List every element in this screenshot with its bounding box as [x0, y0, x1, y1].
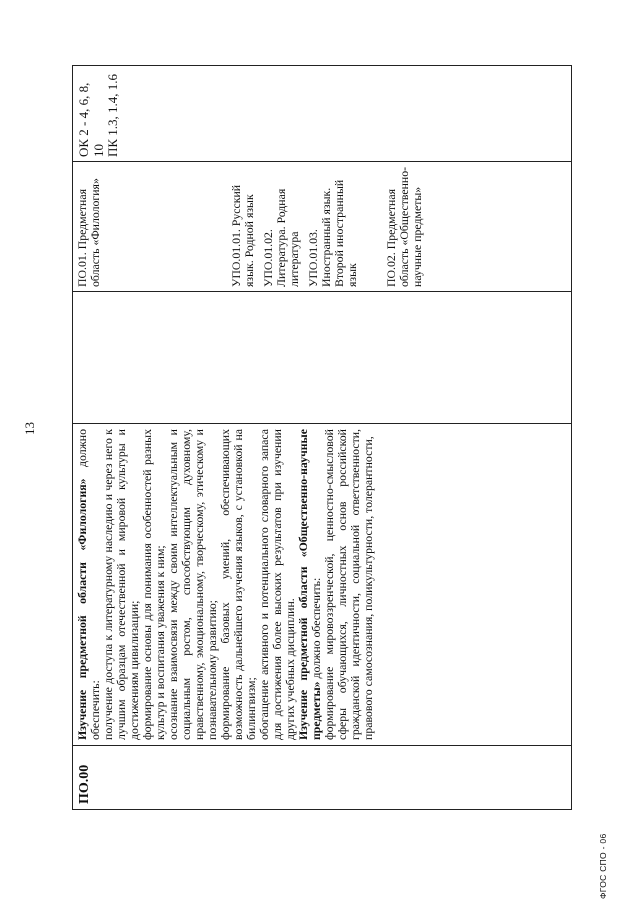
content-body: должно обеспечить: [309, 577, 323, 682]
content-body: получение доступа к литературному наследию и через него к лучшим образцам отечественной и мировой культуры и достижениям цивилизации; [101, 429, 141, 740]
content-text [73, 424, 378, 745]
subject-item: ПО.01. Предметная область «Филология» [75, 178, 102, 287]
content-body: формирование мировоззренческой, ценностно-смысловой сферы обучающихся, личностных основ российской гражданской идентичности, социальной ответственности, правового самосознания, поликультурности, толерантности, [322, 429, 375, 740]
footer-text: ФГОС СПО - 06 [598, 833, 608, 899]
content-cell [73, 423, 571, 745]
content-body: должно обеспечить: [75, 429, 102, 740]
subjects-list [73, 162, 433, 291]
curriculum-table [72, 65, 572, 810]
subject-item: ПО.02. Предметная область «Общественно-научные предметы» [384, 166, 424, 287]
content-paragraph [323, 429, 375, 740]
content-paragraph [297, 429, 323, 740]
content-paragraph [102, 429, 141, 740]
content-body: формирование основы для понимания особенностей разных культур и воспитания уважения к ним; [140, 429, 167, 740]
subject-item: УПО.01.02. Литература. Родная литература [261, 188, 301, 287]
row-code: ПО.00 [77, 764, 92, 804]
subject-item: УПО.01.01. Русский язык. Родной язык [229, 184, 256, 287]
content-body: осознание взаимосвязи между своим интеллектуальным и социальным ростом, способствующим духовному, нравственному, эмоциональному, творческому, этическому и познавательному развитию; [166, 429, 219, 740]
content-paragraph [258, 429, 297, 740]
code-cell [73, 745, 571, 809]
page-number: 13 [22, 422, 37, 435]
content-paragraph [167, 429, 219, 740]
content-body: обогащение активного и потенциального словарного запаса для достижения более высоких результатов при изучении других учебных дисциплин. [257, 429, 297, 740]
content-heading: Изучение предметной области «Общественно-научные предметы» [296, 429, 323, 740]
subject-item: УПО.01.03. Иностранный язык. Второй иностранный язык [306, 179, 359, 287]
competency-item: ПК 1.3, 1.4, 1.6 [105, 73, 120, 157]
empty-cell [73, 291, 571, 423]
competencies-cell [73, 64, 571, 161]
content-heading: Изучение предметной области «Филология» [75, 478, 89, 740]
subjects-cell [73, 161, 571, 291]
content-paragraph [76, 429, 102, 740]
competencies-list [73, 64, 125, 161]
content-body: формирование базовых умений, обеспечивающих возможность дальнейшего изучения языков, с установкой на билингвизм; [218, 429, 258, 740]
content-paragraph [219, 429, 258, 740]
competency-item: ОК 2 - 4, 6, 8, 10 [76, 82, 106, 157]
content-paragraph [141, 429, 167, 740]
